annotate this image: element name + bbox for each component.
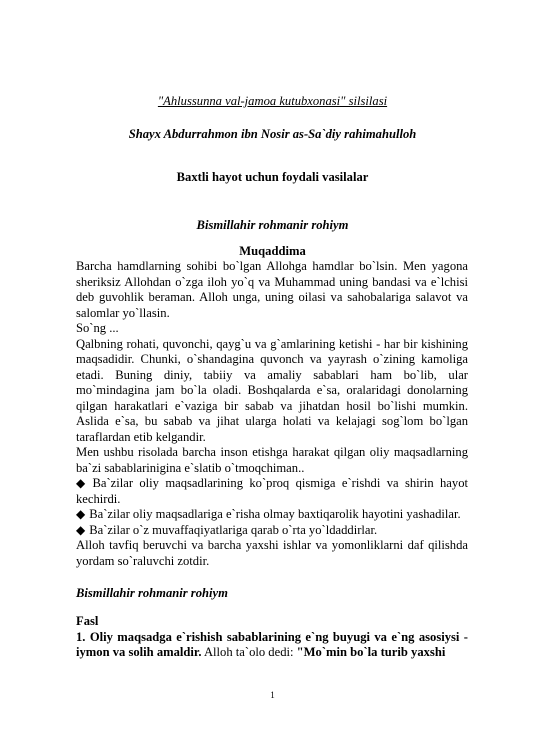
bullet-text: Ba`zilar o`z muvaffaqiyatlariga qarab o`rta yo`ldaddirlar. bbox=[89, 522, 378, 537]
diamond-bullet-icon: ◆ bbox=[76, 522, 86, 537]
fasl-normal-text: Alloh ta`olo dedi: bbox=[201, 645, 297, 659]
bullet-text: Ba`zilar oliy maqsadlariga e`risha olmay baxtiqarolik hayotini yashadilar. bbox=[89, 507, 461, 521]
bullet-text: Ba`zilar oliy maqsadlarining ko`proq qismiga e`rishdi va shirin hayot kechirdi. bbox=[76, 476, 468, 506]
fasl-label: Fasl bbox=[76, 614, 99, 628]
fasl-section bbox=[76, 614, 468, 661]
intro-paragraph: So`ng ... bbox=[76, 321, 119, 335]
series-title: "Ahlussunna val-jamoa kutubxonasi" silsilasi bbox=[157, 94, 388, 108]
diamond-bullet-icon: ◆ bbox=[76, 507, 86, 521]
page-number: 1 bbox=[270, 690, 275, 700]
intro-paragraph: Qalbning rohati, quvonchi, qayg`u va g`amlarining ketishi - har bir kishining maqsadidir. Chunki, o`shandagina quvonch va yayrash o`zining kamoliga etadi. Buning diniy, tabiiy va amaliy sabablari ham bo`lib, ular mo`mindagina jam bo`la oladi. Boshqalarda e`sa, oralaridagi donolarning qilgan harakatlari e`vaziga bir sabab va jihatdan hosil bo`lishi mumkin. Aslida e`sa, bu sabab va jihat ularga holati va kelajagi sog`lom bo`lgan taraflardan etib kelgandir. bbox=[76, 336, 468, 444]
fasl-paragraph bbox=[76, 630, 468, 661]
bullet-item bbox=[76, 507, 468, 523]
intro-body bbox=[76, 259, 468, 569]
fasl-quote: "Mo`min bo`la turib yaxshi bbox=[296, 645, 446, 659]
intro-heading: Muqaddima bbox=[239, 244, 306, 258]
intro-paragraph: Men ushbu risolada barcha inson etishga harakat qilgan oliy maqsadlarning ba`zi sabablarinigina e`slatib o`tmoqchiman.. bbox=[76, 445, 468, 475]
intro-paragraph: Barcha hamdlarning sohibi bo`lgan Allohga hamdlar bo`lsin. Men yagona sheriksiz Allohdan o`zga iloh yo`q va Muhammad uning bandasi va e`lchisi deb guvohlik beraman. Alloh unga, uning oilasi va sahobalariga salavot va salomlar yo`llasin. bbox=[76, 259, 468, 320]
intro-closing: Alloh tavfiq beruvchi va barcha yaxshi ishlar va yomonliklarni daf qilishda yordam so`raluvchi zotdir. bbox=[76, 538, 468, 568]
bismillah-heading: Bismillahir rohmanir rohiym bbox=[196, 218, 349, 232]
bullet-item bbox=[76, 476, 468, 507]
bullet-item bbox=[76, 523, 468, 539]
book-title: Baxtli hayot uchun foydali vasilalar bbox=[176, 170, 369, 184]
author-line: Shayx Abdurrahmon ibn Nosir as-Sa`diy rahimahulloh bbox=[128, 127, 417, 141]
fasl-bold-lead: 1. Oliy maqsadga e`rishish sabablarining e`ng buyugi va e`ng asosiysi - iymon va solih amaldir. bbox=[76, 629, 468, 659]
diamond-bullet-icon: ◆ bbox=[76, 476, 89, 490]
section-bismillah: Bismillahir rohmanir rohiym bbox=[76, 586, 228, 600]
